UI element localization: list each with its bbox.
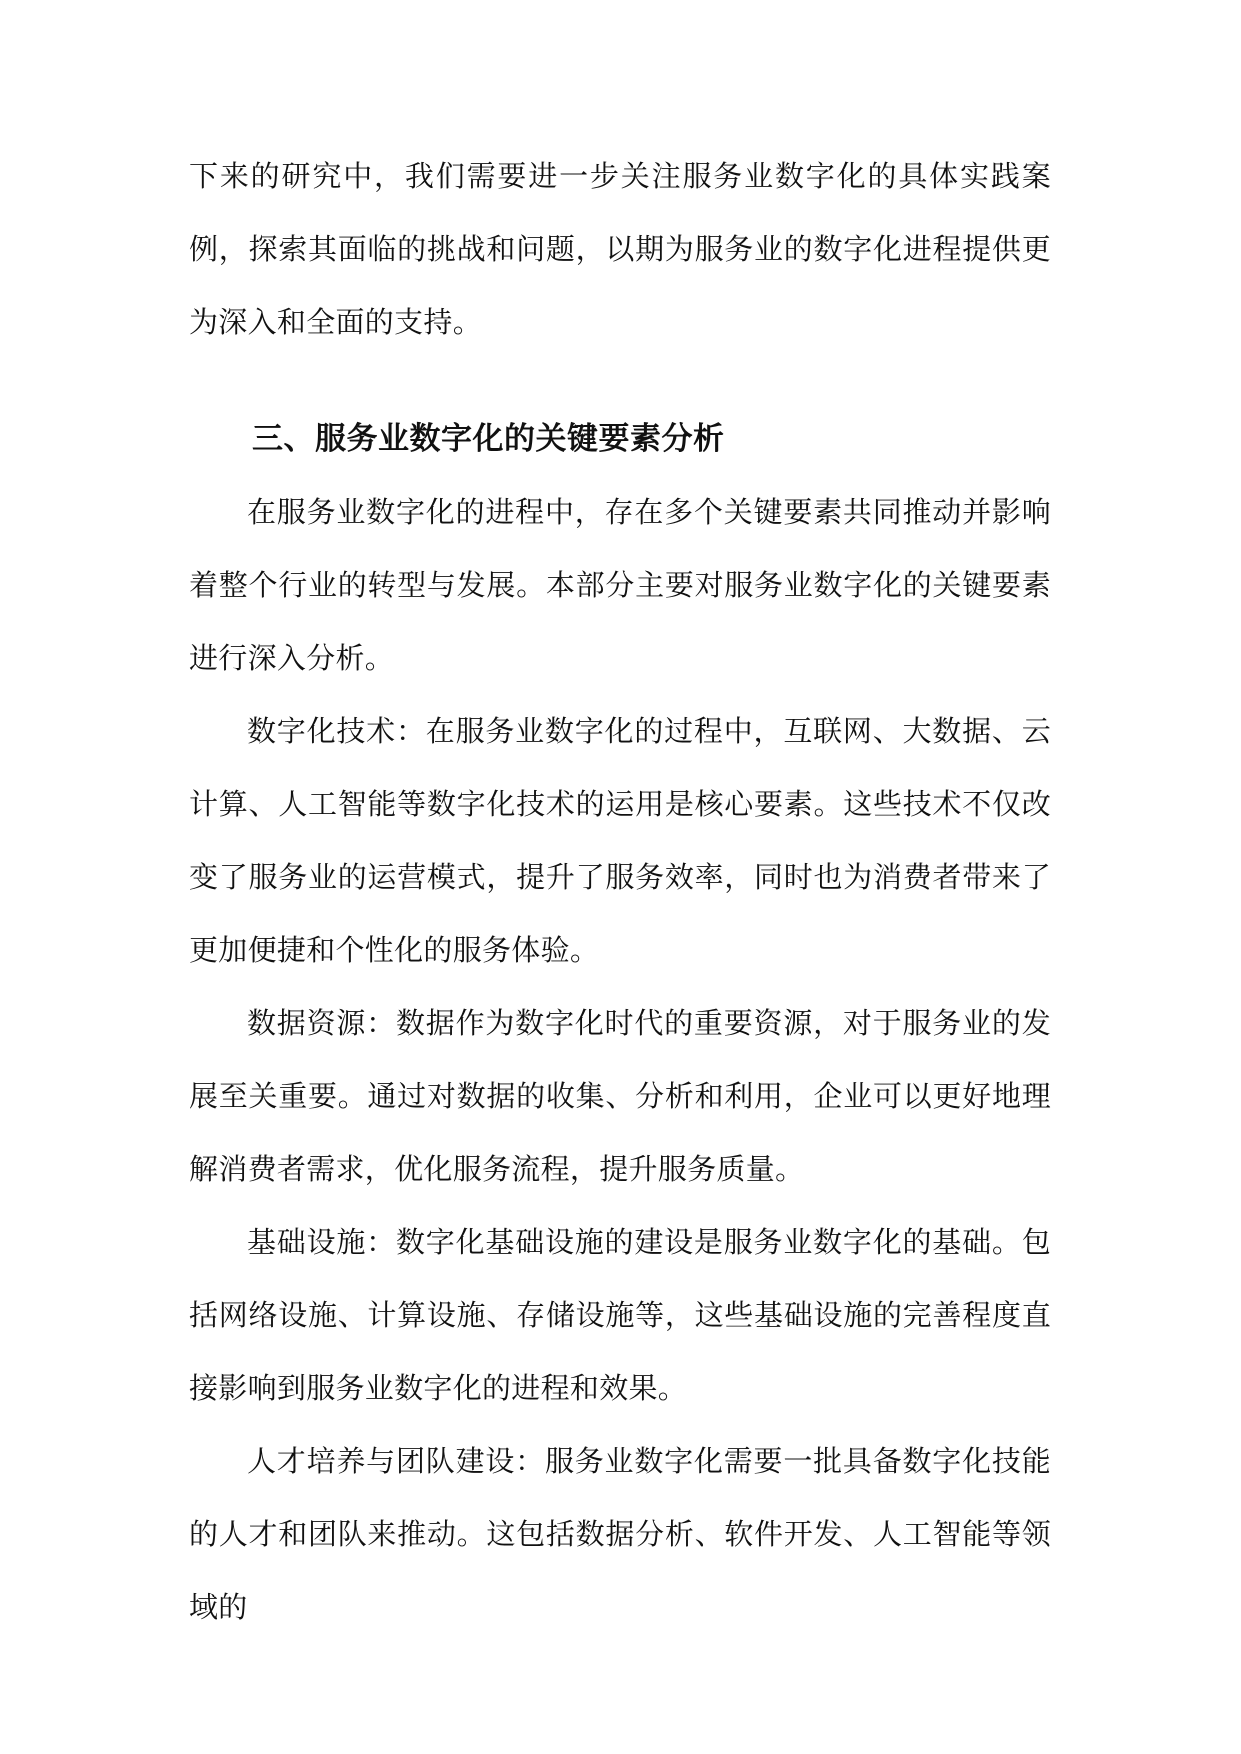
paragraph-digital-technology: 数字化技术：在服务业数字化的过程中，互联网、大数据、云计算、人工智能等数字化技术的运用是核心要素。这些技术不仅改变了服务业的运营模式，提升了服务效率，同时也为消费者带来了更加便捷和个性化的服务体验。: [189, 714, 1051, 967]
paragraph-talent-team: 人才培养与团队建设：服务业数字化需要一批具备数字化技能的人才和团队来推动。这包括数据分析、软件开发、人工智能等领域的: [189, 1444, 1051, 1624]
document-body: [189, 140, 1051, 1644]
paragraph-data-resources: 数据资源：数据作为数字化时代的重要资源，对于服务业的发展至关重要。通过对数据的收集、分析和利用，企业可以更好地理解消费者需求，优化服务流程，提升服务质量。: [189, 1006, 1051, 1186]
continuation-paragraph: 下来的研究中，我们需要进一步关注服务业数字化的具体实践案例，探索其面临的挑战和问题，以期为服务业的数字化进程提供更为深入和全面的支持。: [189, 159, 1051, 339]
section-heading: 三、服务业数字化的关键要素分析: [252, 421, 725, 457]
paragraph-infrastructure: 基础设施：数字化基础设施的建设是服务业数字化的基础。包括网络设施、计算设施、存储设施等，这些基础设施的完善程度直接影响到服务业数字化的进程和效果。: [189, 1225, 1051, 1405]
paragraph-intro: 在服务业数字化的进程中，存在多个关键要素共同推动并影响着整个行业的转型与发展。本部分主要对服务业数字化的关键要素进行深入分析。: [189, 495, 1051, 675]
